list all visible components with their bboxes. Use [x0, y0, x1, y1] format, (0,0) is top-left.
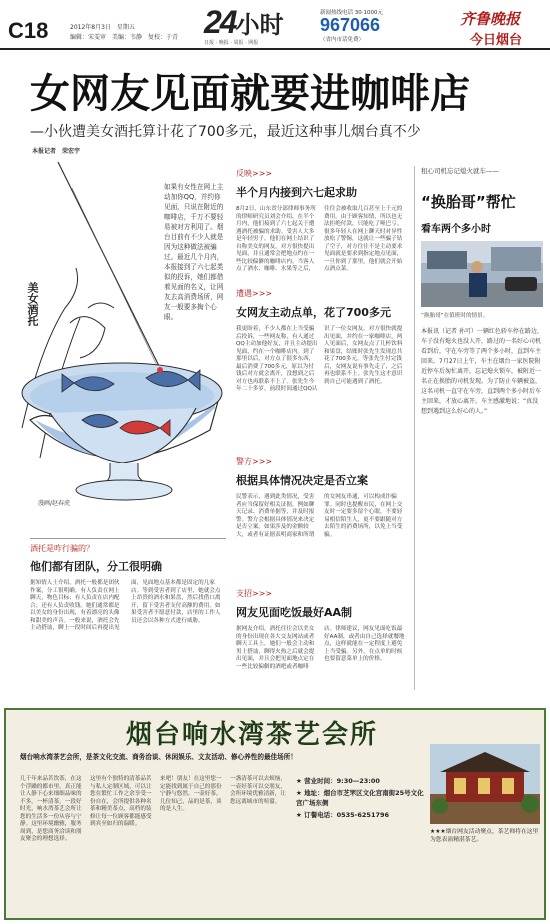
section-title: 网友见面吃饭最好AA制 — [236, 606, 353, 619]
sidebar-title: “换胎哥”帮忙 — [421, 193, 516, 211]
section-body: 民警表示，遇到此类情况，受害者应当保留好相关证据，例如聊天记录、消费单据等，并及时报警。警方会根据具体情况来决定是否立案。如果涉及的金额较大，或者有证据表明商家和所谓的女网友串通，可以构成诈骗罪。同时也提醒市民，在网上交友时一定要多留个心眼，不要轻易相信陌生人，更不要跟随对方去陌生的消费场所，以免上当受骗。 — [236, 494, 403, 538]
section-body: 8月2日，山东省分部律师事务所的律师研究员刘会介绍，在半个月内，他们接到了六七起关于遭遇酒托被骗的求助。受害人大多是年轻男子，他们在网上结识了自称美女的网友，对方很快提出见面，并且通常会把地点约在一些比较偏僻的咖啡店内。当客人点了酒水、咖啡、水果等之后，往往会被收取几百甚至上千元的费用。由于顾客知情，所以也无法拒绝付款，只能吃了哑巴亏。很多年轻人在网上聊天时对异性放松了警惕，这就让一些骗子钻了空子，对方往往不是主动要求见面就是要求到指定地点见面，一旦你到了那里，他们就会开始点酒点菜。 — [236, 206, 403, 272]
section-body: 我更盼着，不少人都在上当受骗后投诉，一些网友称，有人通过QQ主动加他好友，并且主动提出见面，约在一个咖啡店内。到了那里以后，对方点了很多东西，最后消费了700多元，原以为付钱后对方就会离开，没想到之后对方也再联系不上了。张先生今年二十多岁，前段时间通过QQ认识了一位女网友，对方很快就提出见面，并约在一家咖啡店。两人见面后，女网友点了几杯饮料和果盘，结账时张先生发现总共花了700多元。等张先生付完钱后，女网友说有事先走了，之后再也联系不上。张先生这才意识到自己可能遇到了酒托。 — [236, 326, 403, 392]
sidebox-body: 据知情人士介绍，酒托一般都是团伙作案，分工很明确。有人负责在网上聊天，物色目标；有人负责在店内配合；还有人负责收钱。她们通常都是以美女的身份出现，有着漂亮的头像和甜美的声音。一般来说，酒托会先主动搭讪，聊上一段时间后再提出见面，见面地点基本都是固定的几家店。等到受害者到了店里，她就会点上昂贵的酒水和果盘，然后找借口离开，留下受害者支付高额的费用。如果受害者不愿意付款，店里的工作人员还会以各种方式进行威胁。 — [30, 580, 221, 631]
ad-col-1: 几千年来品茗饮茶，在这个浮躁的都市里，真正能让人静下心来细细品味的不多。一杯清茶，一段好时光，响水湾茶艺会所让您的生活多一份从容与宁静。这里环境幽雅，服务周到，是您商务洽谈和朋友聚会的理想选择。 — [20, 776, 82, 842]
sidebar-kicker: 租心司机忘记熄火就车—— — [421, 167, 499, 175]
masthead-logo — [204, 4, 284, 46]
lead-byline: 本报记者 荣宏宇 — [32, 148, 81, 155]
section-title: 根据具体情况决定是否立案 — [236, 474, 368, 487]
teahouse-ad — [4, 708, 546, 920]
issue-date: 2012年8月3日 星期五 — [70, 24, 135, 31]
right-sidebar — [414, 166, 544, 690]
ad-info-hours: ★ 营业时间：9:30—23:00 — [296, 777, 380, 785]
ad-photo — [430, 744, 540, 824]
hotline-box — [320, 8, 383, 43]
editor-credit: 编辑：宋雯审 美编：韦静 复校：于青 — [70, 34, 179, 41]
section-body: 据网友介绍，酒托往往会以美女的身份出现在各大交友网站或者聊天工具上，她们一般会主动和男士搭讪，聊得火热之后就会提出见面，并且会把见面地点定在一些比较偏僻的酒吧或者咖啡店。律师建议，网友见面吃饭最好AA制，或者由自己选择就餐地点，这样就能在一定程度上避免上当受骗。另外，在点单的时候也要留意菜单上的价格。 — [236, 626, 405, 670]
cartoon-label — [24, 282, 38, 326]
hotline-number: 967066 — [320, 15, 381, 35]
ad-info-phone: ★ 订餐电话：0535-6251796 — [296, 811, 390, 819]
page-header — [0, 0, 550, 50]
section-fanying — [236, 168, 406, 288]
cartoon-caption-text: 如果有女性在网上主动加你QQ，并约你见面，只说在附近的咖啡店，千万不要轻易被对方利用了。烟台目前有不少人就是因为这种做法被骗过。最近几个月内，本报接到了六七起类似的投诉，她们都借着见面的名义，让网友去高消费场所，网友一般要多掏个心眼。 — [164, 183, 224, 321]
lead-subtitle: —小伙遭美女酒托算计花了700多元，最近这种事儿烟台真不少 — [30, 124, 421, 140]
lead-title: 女网友见面就要进咖啡店 — [30, 71, 470, 117]
section-tag: 警方>>> — [236, 457, 273, 466]
ad-col-4: 一盏清茶可以去烦恼，一壶好茶可以交朋友，会所环境优雅清新，让您远离城市的喧嚣。 — [230, 776, 286, 805]
section-title: 女网友主动点单，花了700多元 — [236, 306, 391, 319]
paper-name: 齐鲁晚报 — [460, 10, 521, 28]
cartoon-credit: 漫画/赵春虎 — [38, 500, 71, 507]
masthead-number: 24 — [204, 4, 236, 40]
sidebox-title: 他们都有团队，分工很明确 — [30, 560, 162, 573]
section-tag: 支招>>> — [236, 589, 273, 598]
masthead-subtitle: 日报 · 晚报 · 周报 · 网报 — [204, 40, 259, 46]
section-title: 半个月内接到六七起求助 — [236, 186, 357, 199]
sidebox-tag: 酒托是咋行骗的？ — [30, 544, 94, 553]
masthead-word: 小时 — [235, 11, 284, 39]
sidebar-body: 本报讯（记者 孙可）一辆红色轿车停在路边，车子没有熄火也没人开，路过的一名好心司机看到后，守在车旁等了两个多小时，直到车主回来。7月27日上午，车主在烟台一家医院附近停车后匆忙离开，忘记熄火锁车，被附近一名正在换胎的司机发现。为了防止车辆被盗，这名司机一直守在车旁，直到两个多小时后车主回来，才放心离开。车主感激地说：“真没想到遇到这么好心的人。” — [421, 328, 543, 415]
section-tag: 遭遇>>> — [236, 289, 273, 298]
section-jingfang — [236, 456, 406, 584]
sidebox-how — [30, 538, 226, 696]
hotline-note: （省内市话免费） — [320, 37, 365, 43]
ad-title: 烟台响水湾茶艺会所 — [126, 720, 379, 750]
ad-info-list — [296, 776, 424, 820]
section-zaoyu — [236, 288, 406, 456]
cartoon-label-text: 美女酒托 — [26, 282, 39, 326]
sidebar-photo — [421, 241, 543, 307]
section-zhizhao — [236, 588, 406, 714]
ad-col-3: 来吧！朋友！在这里您一定能找到属于自己的那份宁静与悠然，一壶好茶，几位知己，品的是茶，谈的是人生。 — [160, 776, 222, 812]
page-code: C18 — [8, 18, 49, 43]
ad-intro: 烟台响水湾茶艺会所，是茶文化交流、商务洽谈、休闲娱乐、文友活动、修心养性的最佳场所！ — [20, 753, 297, 761]
ad-col-2: 这里有个独特的清茶品茗与私人定制区域，可以让您在繁忙工作之余享受一份自在，会所提供各种名茶和精美茶点，高档的装修让每一位顾客都能感受到宾至如归的温暖。 — [90, 776, 152, 827]
edition-name: 今日烟台 — [470, 33, 523, 48]
sidebar-photo-caption: “换胎哥”在值班时的情景。 — [421, 313, 489, 319]
ad-photo-caption: ★★★烟台网友活动聚点，茶艺师将在这里为您表演精湛茶艺。 — [430, 829, 539, 843]
sidebar-subtitle: 看车两个多小时 — [421, 224, 491, 235]
hotline-label: 新闻热线电话 30·1000元 — [320, 10, 383, 16]
section-tag: 反映>>> — [236, 169, 273, 178]
ad-info-address: ★ 地址：烟台市芝罘区文化宫南街25号文化宫广场东侧 — [296, 789, 424, 807]
